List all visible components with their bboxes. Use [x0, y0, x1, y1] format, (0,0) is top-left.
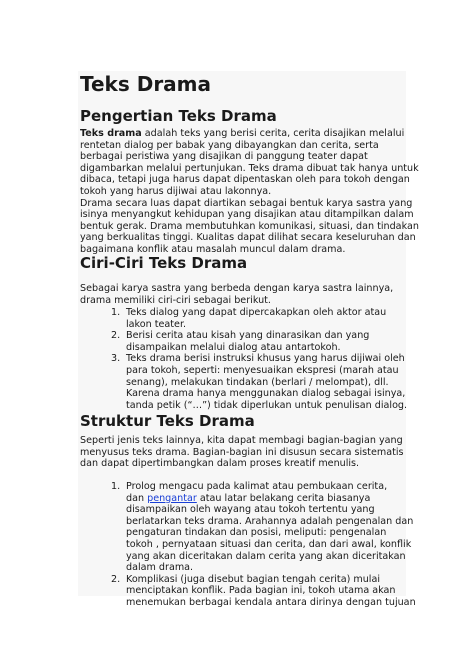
paragraph-line: Sebagai karya sastra yang berbeda dengan karya sastra lainnya,	[80, 283, 394, 294]
list-item: 3. Teks drama berisi instruksi khusus yang harus dijiwai oleh para tokoh, seperti: menyesuaikan ekspresi (marah atau senang), melakukan tindakan (berlari / melompat), dll. Karena drama hanya menggunakan dialog sebagai isinya, tanda petik (“…”) tidak diperlukan untuk penulisan dialog.	[111, 353, 408, 411]
list-number: 2.	[111, 573, 121, 585]
paragraph-line: Drama secara luas dapat diartikan sebagai bentuk karya sastra yang	[80, 197, 413, 209]
paragraph-line: bentuk gerak. Drama membutuhkan komunikasi, situasi, dan tindakan	[80, 220, 419, 232]
list-number: 1.	[111, 481, 121, 492]
list-number: 2.	[111, 330, 121, 342]
paragraph-struktur-intro	[80, 435, 410, 470]
heading-struktur: Struktur Teks Drama	[80, 412, 255, 430]
paragraph-line: dibaca, tetapi juga harus dapat dipentaskan oleh para tokoh dengan	[80, 174, 410, 186]
ciri-list	[111, 307, 407, 411]
paragraph-line: yang berkualitas tinggi. Kualitas dapat dilihat secara keseluruhan dan	[80, 232, 416, 244]
list-item: 2. Komplikasi (juga disebut bagian tengah cerita) mulai menciptakan konflik. Pada bagian ini, tokoh utama akan menemukan berbagai kendala antara dirinya dengan tujuan	[111, 573, 416, 608]
struktur-list	[111, 481, 416, 609]
bold-term: Teks drama	[80, 128, 142, 139]
list-number: 1.	[111, 307, 121, 318]
paragraph-line: isinya menyangkut kehidupan yang disajikan atau ditampilkan dalam	[80, 209, 414, 221]
paragraph-line: drama memiliki ciri-ciri sebagai berikut.	[80, 294, 271, 306]
list-item: 1. Teks dialog yang dapat dipercakapkan oleh aktor atau lakon teater.	[111, 307, 387, 330]
list-number: 3.	[111, 353, 121, 365]
document-page	[78, 71, 419, 608]
paragraph-line: rentetan dialog per babak yang dibayangkan dan cerita, serta	[80, 139, 379, 151]
paragraph-line: berbagai peristiwa yang disajikan di panggung teater dapat	[80, 151, 368, 163]
paragraph-line: Seperti jenis teks lainnya, kita dapat membagi bagian-bagian yang	[80, 435, 403, 446]
paragraph-line: menyusus teks drama. Bagian-bagian ini disusun secara sistematis	[80, 446, 404, 458]
heading-ciri-ciri: Ciri-Ciri Teks Drama	[80, 254, 248, 272]
paragraph-line: tokoh yang harus dijiwai atau lakonnya.	[80, 185, 272, 197]
link-pengantar[interactable]: pengantar	[147, 492, 197, 504]
paragraph-ciri-intro	[80, 283, 410, 306]
paragraph-line: Teks drama adalah teks yang berisi cerita, cerita disajikan melalui	[80, 128, 405, 139]
list-item: 2. Berisi cerita atau kisah yang dinarasikan dan yang disampaikan melalui dialog atau antartokoh.	[111, 330, 370, 353]
document-title: Teks Drama	[80, 72, 212, 96]
heading-pengertian: Pengertian Teks Drama	[80, 107, 277, 125]
paragraph-line: digambarkan melalui pertunjukan. Teks drama dibuat tak hanya untuk	[80, 162, 419, 174]
list-item: 1. Prolog mengacu pada kalimat atau pembukaan cerita, dan pengantar atau latar belakang cerita biasanya disampaikan oleh wayang atau tokoh tertentu yang berlatarkan teks drama. Arahannya adalah pengenalan dan pengaturan tindakan dan posisi, meliputi: pengenalan tokoh , pernyataan situasi dan cerita, dan dari awal, konflik yang akan diceritakan dalam cerita yang akan diceritakan dalam drama.	[111, 481, 414, 574]
paragraph-pengertian	[80, 128, 419, 256]
paragraph-line: dan dapat dipertimbangkan dalam proses kreatif menulis.	[80, 458, 360, 470]
paragraph-line: bagaimana konflik atau masalah muncul dalam drama.	[80, 243, 346, 255]
